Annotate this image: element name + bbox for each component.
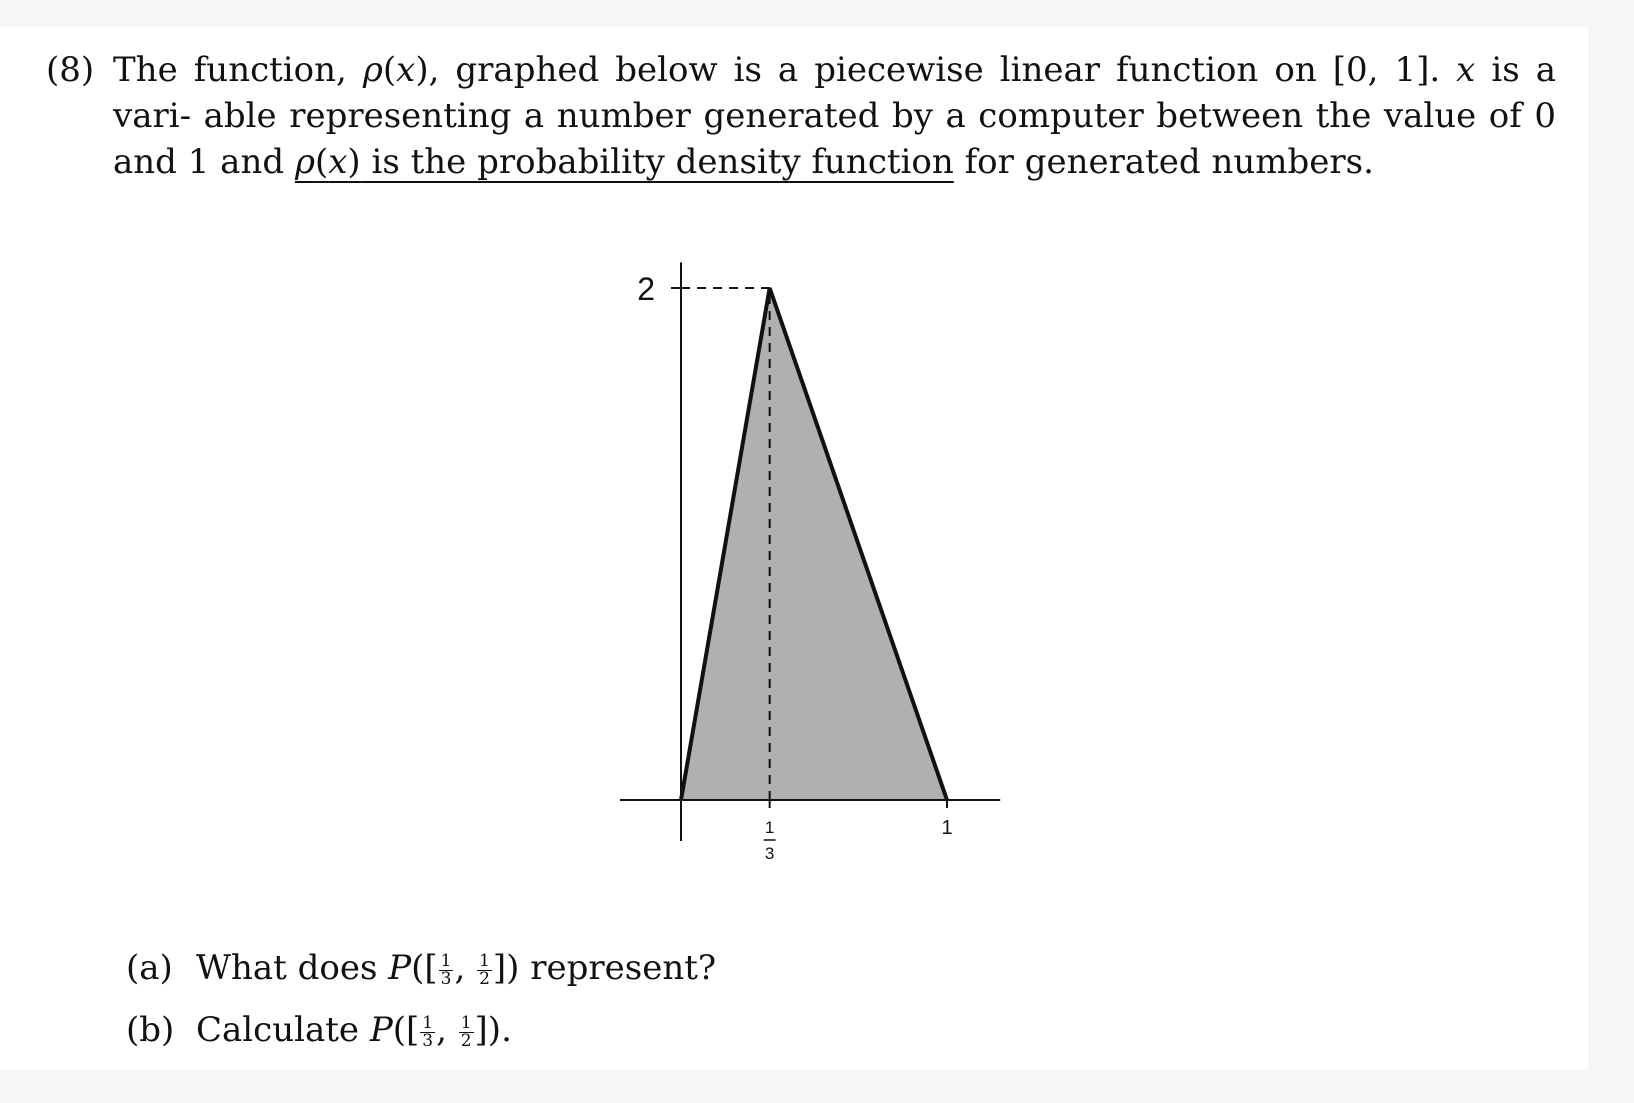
y-tick-label: 2 (637, 271, 655, 307)
x-symbol: x (396, 50, 416, 90)
separator: , (454, 948, 466, 988)
part-text: . (501, 1010, 512, 1050)
bracket: ([ (411, 948, 438, 988)
density-graph (620, 235, 1060, 935)
question-part-a (126, 937, 716, 999)
bracket: ]) (492, 948, 520, 988)
text-segment: for generated numbers. (953, 142, 1374, 182)
question-parts (126, 937, 716, 1061)
rho-symbol: ρ (294, 142, 315, 182)
numerator: 1 (440, 950, 452, 971)
question-part-b (126, 999, 716, 1061)
part-text: What does (196, 948, 389, 988)
rho-symbol: ρ (362, 50, 383, 90)
text-segment: , graphed below is a piecewise linear function on [0, 1]. (428, 50, 1457, 90)
text-segment: is a vari- (113, 50, 1556, 136)
denominator: 2 (460, 1030, 472, 1051)
density-area (681, 288, 947, 800)
part-label: (b) (126, 1010, 175, 1050)
denominator: 3 (440, 968, 452, 989)
fraction-one-third (439, 950, 454, 989)
text-segment: The function, (113, 50, 363, 90)
problem-statement (46, 47, 1556, 185)
part-label: (a) (126, 948, 173, 988)
fraction-one-half (477, 950, 492, 989)
fraction-one-half (459, 1012, 474, 1051)
problem-text: The function, ρ(x), graphed below is a piecewise linear function on [0, 1]. x is a vari- able representing a number generated by a computer between the value of 0 and 1 and ρ(x) is the probability density function for generated numbers. (113, 50, 1556, 182)
problem-number: (8) (46, 50, 95, 90)
x-symbol: x (328, 142, 348, 182)
separator: , (436, 1010, 447, 1050)
part-text: represent? (519, 948, 717, 988)
page (0, 27, 1588, 1070)
fraction-one-third (420, 1012, 435, 1051)
numerator: 1 (479, 950, 490, 971)
p-symbol: P (388, 948, 412, 988)
x-symbol: x (1456, 50, 1476, 90)
denominator: 2 (479, 968, 490, 989)
p-symbol: P (369, 1010, 393, 1050)
bracket: ]) (474, 1010, 502, 1050)
density-graph-svg (620, 235, 1060, 935)
bracket: ([ (392, 1010, 420, 1050)
part-text: Calculate (196, 1010, 370, 1050)
text-segment: able representing a number generated by a computer between the value of 0 and 1 and (113, 96, 1556, 182)
denominator: 3 (422, 1030, 434, 1051)
x-tick-numerator: 1 (764, 818, 775, 837)
numerator: 1 (422, 1012, 434, 1033)
underlined-phrase: ρ(x) is the probability density function (294, 142, 954, 182)
text-segment: is the probability density function (360, 142, 954, 182)
x-tick-denominator: 3 (764, 844, 775, 863)
x-tick-label: 1 (941, 817, 953, 839)
numerator: 1 (460, 1012, 472, 1033)
